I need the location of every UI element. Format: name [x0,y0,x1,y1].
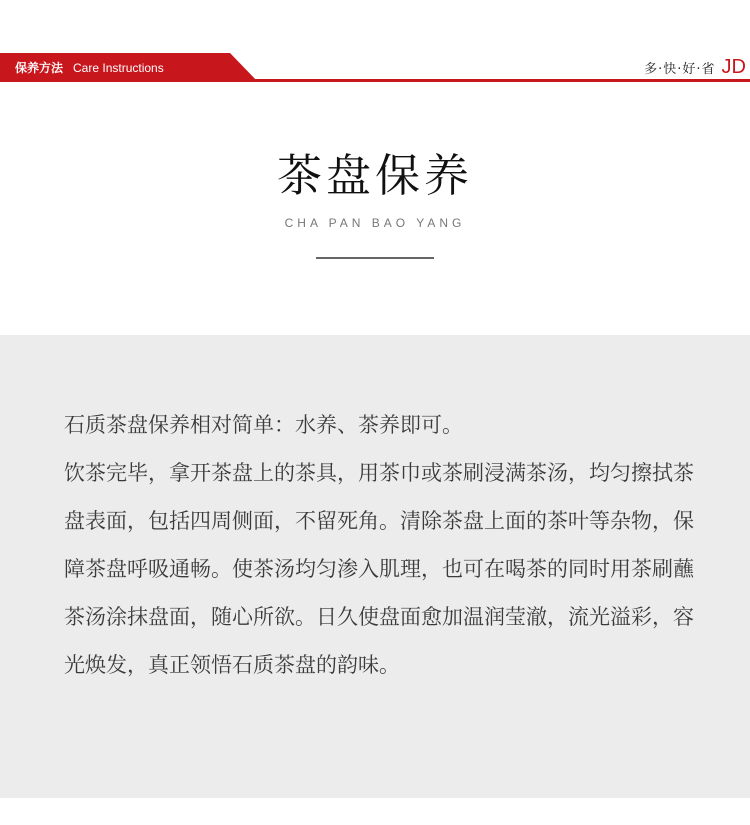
title-divider [316,257,434,259]
brand-slogan [644,56,746,78]
section-tab-cn: 保养方法 [15,61,64,75]
section-tab-label [15,60,164,76]
section-tab-en: Care Instructions [73,61,164,75]
jd-logo: JD [721,55,746,78]
instructions-paragraph: 饮茶完毕，拿开茶盘上的茶具，用茶巾或茶刷浸满茶汤，均匀擦拭茶盘表面，包括四周侧面，不留死角。清除茶盘上面的茶叶等杂物，保障茶盘呼吸通畅。使茶汤均匀渗入肌理，也可在喝茶的同时用茶刷蘸茶汤涂抹盘面，随心所欲。日久使盘面愈加温润莹澈，流光溢彩，容光焕发，真正领悟石质茶盘的韵味。 [64,461,694,677]
slogan-text: 多·快·好·省 [644,61,716,77]
care-instructions-text [64,401,694,689]
top-bar [0,0,750,82]
intro-line: 石质茶盘保养相对简单：水养、茶养即可。 [64,413,463,437]
page-subtitle: CHA PAN BAO YANG [284,216,466,230]
header-divider-line [0,79,750,82]
page-title: 茶盘保养 [276,149,473,202]
